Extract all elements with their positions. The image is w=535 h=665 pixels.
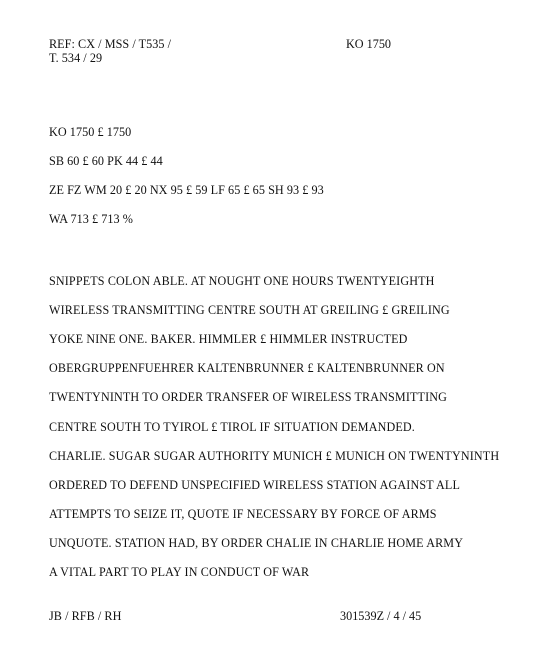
footer-timestamp: 301539Z / 4 / 45: [340, 609, 422, 623]
reference-line-1: REF: CX / MSS / T535 /: [49, 37, 172, 51]
message-number: KO 1750: [346, 37, 392, 51]
routing-line: SB 60 £ 60 PK 44 £ 44: [49, 154, 163, 168]
message-body-line: OBERGRUPPENFUEHRER KALTENBRUNNER £ KALTENBRUNNER ON: [49, 361, 445, 375]
routing-line: ZE FZ WM 20 £ 20 NX 95 £ 59 LF 65 £ 65 SH 93 £ 93: [49, 183, 324, 197]
routing-line: KO 1750 £ 1750: [49, 125, 132, 139]
reference-line-2: T. 534 / 29: [49, 51, 103, 65]
message-body-line: UNQUOTE. STATION HAD, BY ORDER CHALIE IN CHARLIE HOME ARMY: [49, 536, 464, 550]
message-body-line: ATTEMPTS TO SEIZE IT, QUOTE IF NECESSARY BY FORCE OF ARMS: [49, 507, 437, 521]
routing-line: WA 713 £ 713 %: [49, 212, 133, 226]
message-body-line: A VITAL PART TO PLAY IN CONDUCT OF WAR: [49, 565, 310, 579]
message-body-line: YOKE NINE ONE. BAKER. HIMMLER £ HIMMLER INSTRUCTED: [49, 332, 408, 346]
message-body-line: CENTRE SOUTH TO TYIROL £ TIROL IF SITUATION DEMANDED.: [49, 420, 415, 434]
footer-initials: JB / RFB / RH: [49, 609, 122, 623]
message-body-line: TWENTYNINTH TO ORDER TRANSFER OF WIRELESS TRANSMITTING: [49, 390, 448, 404]
message-body-line: WIRELESS TRANSMITTING CENTRE SOUTH AT GREILING £ GREILING: [49, 303, 450, 317]
message-body-line: ORDERED TO DEFEND UNSPECIFIED WIRELESS STATION AGAINST ALL: [49, 478, 460, 492]
message-body-line: CHARLIE. SUGAR SUGAR AUTHORITY MUNICH £ MUNICH ON TWENTYNINTH: [49, 449, 500, 463]
message-body-line: SNIPPETS COLON ABLE. AT NOUGHT ONE HOURS TWENTYEIGHTH: [49, 274, 435, 288]
